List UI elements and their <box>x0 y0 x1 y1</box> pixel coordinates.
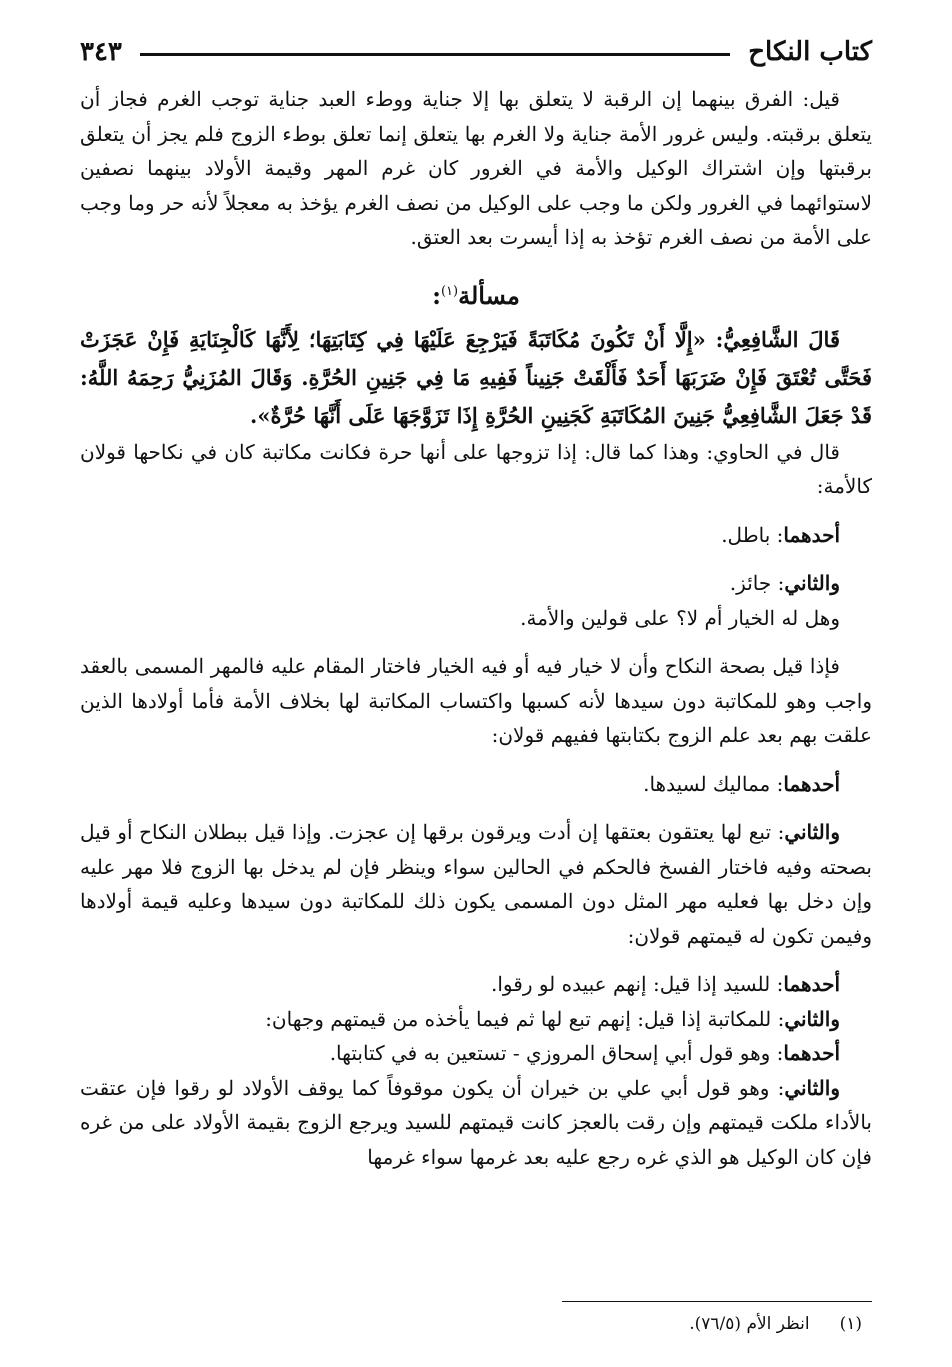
paragraph-text: : مماليك لسيدها. <box>643 771 784 796</box>
paragraph-text: : جائز. <box>729 571 785 595</box>
paragraph-text: : للمكاتبة إذا قيل: إنهم تبع لها ثم فيما يأخذه من قيمتهم وجهان: <box>265 1006 785 1031</box>
paragraph-text: : وهو قول أبي إسحاق المروزي - تستعين به في كتابتها. <box>329 1041 784 1065</box>
header-rule <box>140 53 730 56</box>
heading-footnote-ref: (١) <box>440 283 459 299</box>
paragraph <box>80 1071 872 1175</box>
paragraph <box>80 566 872 601</box>
paragraph <box>80 815 872 953</box>
paragraph-lead: أحدهما <box>783 771 840 796</box>
page-number: ٣٤٣ <box>80 37 122 67</box>
paragraph <box>80 649 872 753</box>
paragraph-text: : وهو قول أبي علي بن خيران أن يكون موقوفاً كما يوقف الأولاد لو رقوا فإن عتقت بالأداء ملكت قيمتهم وإن رقت بالعجز كانت قيمتهم للسيد ويرجع الزوج بقيمة الأولاد على من غره فإن كان الوكيل هو الذي غره رجع عليه بعد غرمها سواء غرمها <box>80 1075 872 1169</box>
section-heading-title: مسألة <box>458 280 520 310</box>
shafii-quote: قَالَ الشَّافِعِيُّ: «إِلَّا أَنْ تَكُونَ مُكَاتَبَةً فَيَرْجِعَ عَلَيْهَا فِي كِتَابَتِهَا؛ لِأَنَّهَا كَالْجِنَايَةِ فَإِنْ عَجَزَتْ فَحَتَّى تُعْتَقَ فَإِنْ ضَرَبَهَا أَحَدٌ فَأَلْقَتْ جَنِيناً فَفِيهِ مَا فِي جَنِينِ الحُرَّةِ. وَقَالَ المُزَنِيُّ رَحِمَهُ اللَّهُ: قَدْ جَعَلَ الشَّافِعِيُّ جَنِينَ المُكَاتَبَةِ كَجَنِينِ الحُرَّةِ إِذَا تَزَوَّجَهَا عَلَى أَنَّهَا حُرَّةٌ». <box>80 326 872 428</box>
paragraph-text: وهل له الخيار أم لا؟ على قولين والأمة. <box>520 605 840 630</box>
paragraph-lead: والثاني <box>784 1075 840 1100</box>
paragraph-lead: أحدهما <box>783 972 840 996</box>
footnote <box>689 1314 862 1334</box>
paragraph <box>80 767 872 802</box>
footnote-number: (١) <box>839 1314 862 1334</box>
paragraph <box>80 518 872 553</box>
page-header <box>80 30 872 74</box>
paragraph-lead: والثاني <box>784 820 840 844</box>
page-body <box>80 82 872 1174</box>
paragraph <box>80 435 872 504</box>
paragraph-text: : للسيد إذا قيل: إنهم عبيده لو رقوا. <box>491 972 784 996</box>
book-title: كتاب النكاح <box>748 37 872 67</box>
paragraph-text: : باطل. <box>721 522 784 547</box>
heading-colon: : <box>432 280 441 310</box>
paragraph-text: : تبع لها يعتقون بعتقها إن أدت ويرقون برقها إن عجزت. وإذا قيل ببطلان النكاح أو قيل بصحته وفيه فاختار الفسخ فالحكم في الحالين سواء وينظر فإن لم يدخل بها الزوج فلا مهر عليه وإن دخل بها فعليه مهر المثل دون المسمى يكون ذلك للمكاتبة دون سيدها وعليه قيمة أولادها وفيمن تكون له قيمتهم قولان: <box>80 820 872 948</box>
paragraph-lead: والثاني <box>784 1006 840 1031</box>
paragraph <box>80 1036 872 1071</box>
intro-paragraph: قيل: الفرق بينهما إن الرقبة لا يتعلق بها إلا جناية ووطء العبد جناية توجب الغرم فجاز أن يتعلق برقبته. وليس غرور الأمة جناية ولا الغرم بها يتعلق إنما تعلق بوطء الزوج فلم يجز أن يتعلق برقبتها وإن اشتراك الوكيل والأمة في الغرور كان غرم المهر وقيمة الأولاد بينهما نصفين لاستوائهما في الغرور ولكن ما وجب على الوكيل من نصف الغرم يؤخذ به معجلاً لأنه حر وما وجب على الأمة من نصف الغرم تؤخذ به إذا أيسرت بعد العتق. <box>80 87 872 249</box>
paragraph-lead: أحدهما <box>783 522 840 547</box>
paragraph-lead: أحدهما <box>783 1041 840 1065</box>
paragraph <box>80 601 872 636</box>
footnote-rule <box>562 1301 872 1302</box>
paragraph-text: قال في الحاوي: وهذا كما قال: إذا تزوجها على أنها حرة فكانت مكاتبة كان في نكاحها قولان كالأمة: <box>80 439 872 498</box>
paragraph-lead: والثاني <box>784 571 840 595</box>
paragraph-text: فإذا قيل بصحة النكاح وأن لا خيار فيه أو فيه الخيار فاختار المقام عليه فالمهر المسمى بالعقد واجب وهو للمكاتبة دون سيدها لأنه كسبها واكتساب المكاتبة لها بخلاف الأمة فأما أولادها الذين علقت بهم بعد علم الزوج بكتابتها ففيهم قولان: <box>80 654 872 747</box>
paragraph <box>80 1002 872 1037</box>
paragraph <box>80 967 872 1002</box>
section-heading <box>80 273 872 315</box>
footnote-text: انظر الأم (٧٦/٥). <box>689 1314 810 1334</box>
